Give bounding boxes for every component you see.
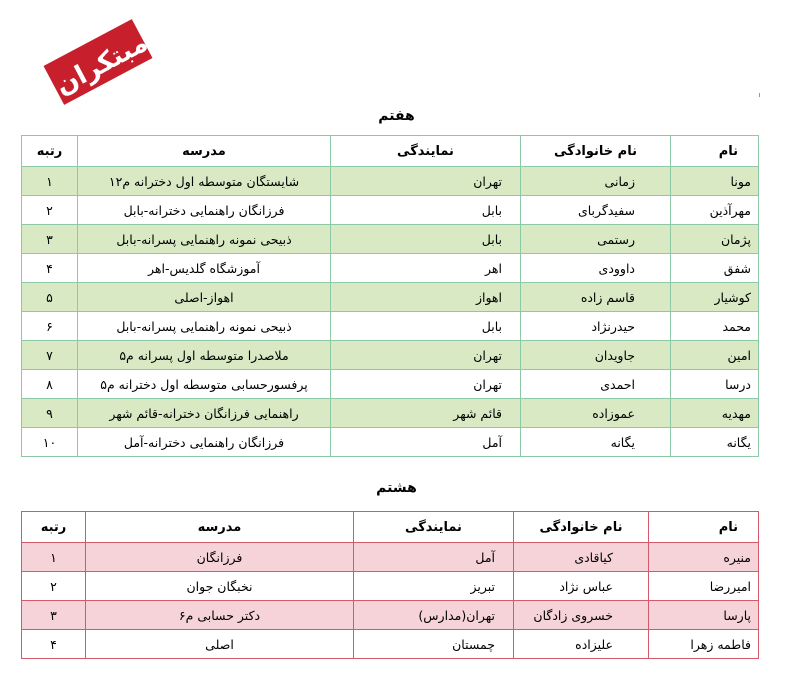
cell-agency: قائم شهر [331,399,521,428]
table-row [22,370,759,399]
cell-rank: ۲ [22,196,78,225]
cell-rank: ۹ [22,399,78,428]
cell-school: اهواز-اصلی [78,283,331,312]
cell-rank: ۷ [22,341,78,370]
table-row [22,572,759,601]
header-school: مدرسه [78,136,331,167]
cell-rank: ۴ [22,630,86,659]
cell-agency: تهران(مدارس) [354,601,514,630]
header-rank: رتبه [22,512,86,543]
cell-school: نخبگان جوان [86,572,354,601]
cell-family: علیزاده [514,630,649,659]
brand-logo [38,12,158,112]
cell-name: محمد [671,312,759,341]
cell-family: احمدی [521,370,671,399]
table-row [22,399,759,428]
cell-name: پارسا [649,601,759,630]
cell-agency: تهران [331,167,521,196]
table-row [22,630,759,659]
section-title-grade-7: هفتم [378,108,415,124]
cell-agency: چمستان [354,630,514,659]
cell-name: فاطمه زهرا [649,630,759,659]
cell-rank: ۲ [22,572,86,601]
cell-rank: ۱۰ [22,428,78,457]
cell-rank: ۵ [22,283,78,312]
header-name: نام [671,136,759,167]
cell-rank: ۳ [22,225,78,254]
cell-rank: ۴ [22,254,78,283]
cell-family: زمانی [521,167,671,196]
table-row [22,167,759,196]
cell-family: خسروی زادگان [514,601,649,630]
cell-family: جاویدان [521,341,671,370]
cell-name: درسا [671,370,759,399]
edge-mark [759,93,760,97]
cell-school: فرزانگان راهنمایی دخترانه-بابل [78,196,331,225]
cell-name: منیره [649,543,759,572]
cell-name: مهرآذین [671,196,759,225]
cell-rank: ۸ [22,370,78,399]
table-header-row [22,512,759,543]
table-row [22,428,759,457]
cell-family: عموزاده [521,399,671,428]
cell-name: امیررضا [649,572,759,601]
header-family: نام خانوادگی [514,512,649,543]
cell-family: یگانه [521,428,671,457]
cell-school: دکتر حسابی م۶ [86,601,354,630]
cell-rank: ۳ [22,601,86,630]
table-row [22,196,759,225]
cell-family: کیاقادی [514,543,649,572]
header-school: مدرسه [86,512,354,543]
cell-family: سفیدگربای [521,196,671,225]
cell-name: یگانه [671,428,759,457]
header-agency: نمایندگی [331,136,521,167]
table-row [22,312,759,341]
cell-name: پژمان [671,225,759,254]
cell-rank: ۱ [22,167,78,196]
cell-school: آموزشگاه گلدیس-اهر [78,254,331,283]
cell-agency: اهواز [331,283,521,312]
cell-agency: بابل [331,196,521,225]
cell-agency: اهر [331,254,521,283]
table-row [22,601,759,630]
cell-school: اصلی [86,630,354,659]
header-family: نام خانوادگی [521,136,671,167]
header-name: نام [649,512,759,543]
table-row [22,254,759,283]
cell-family: رستمی [521,225,671,254]
cell-school: شایستگان متوسطه اول دخترانه م۱۲ [78,167,331,196]
cell-name: امین [671,341,759,370]
brand-logo-text: مبتکران [50,27,153,102]
cell-school: راهنمایی فرزانگان دخترانه-قائم شهر [78,399,331,428]
ranking-table-grade-8 [21,511,759,659]
cell-school: فرزانگان راهنمایی دخترانه-آمل [78,428,331,457]
cell-family: داوودی [521,254,671,283]
cell-agency: تبریز [354,572,514,601]
header-rank: رتبه [22,136,78,167]
cell-school: پرفسورحسابی متوسطه اول دخترانه م۵ [78,370,331,399]
header-agency: نمایندگی [354,512,514,543]
table-row [22,543,759,572]
cell-agency: آمل [331,428,521,457]
cell-name: مونا [671,167,759,196]
cell-agency: بابل [331,225,521,254]
table-row [22,225,759,254]
cell-school: ملاصدرا متوسطه اول پسرانه م۵ [78,341,331,370]
table-header-row [22,136,759,167]
cell-family: قاسم زاده [521,283,671,312]
table-row [22,283,759,312]
cell-name: مهدیه [671,399,759,428]
cell-rank: ۶ [22,312,78,341]
cell-agency: آمل [354,543,514,572]
cell-school: ذبیحی نمونه راهنمایی پسرانه-بابل [78,312,331,341]
ranking-table-grade-7 [21,135,759,457]
section-title-grade-8: هشتم [376,480,417,496]
cell-family: عباس نژاد [514,572,649,601]
cell-agency: تهران [331,341,521,370]
cell-school: ذبیحی نمونه راهنمایی پسرانه-بابل [78,225,331,254]
cell-agency: تهران [331,370,521,399]
table-row [22,341,759,370]
cell-school: فرزانگان [86,543,354,572]
cell-name: کوشیار [671,283,759,312]
cell-agency: بابل [331,312,521,341]
cell-rank: ۱ [22,543,86,572]
cell-family: حیدرنژاد [521,312,671,341]
cell-name: شفق [671,254,759,283]
